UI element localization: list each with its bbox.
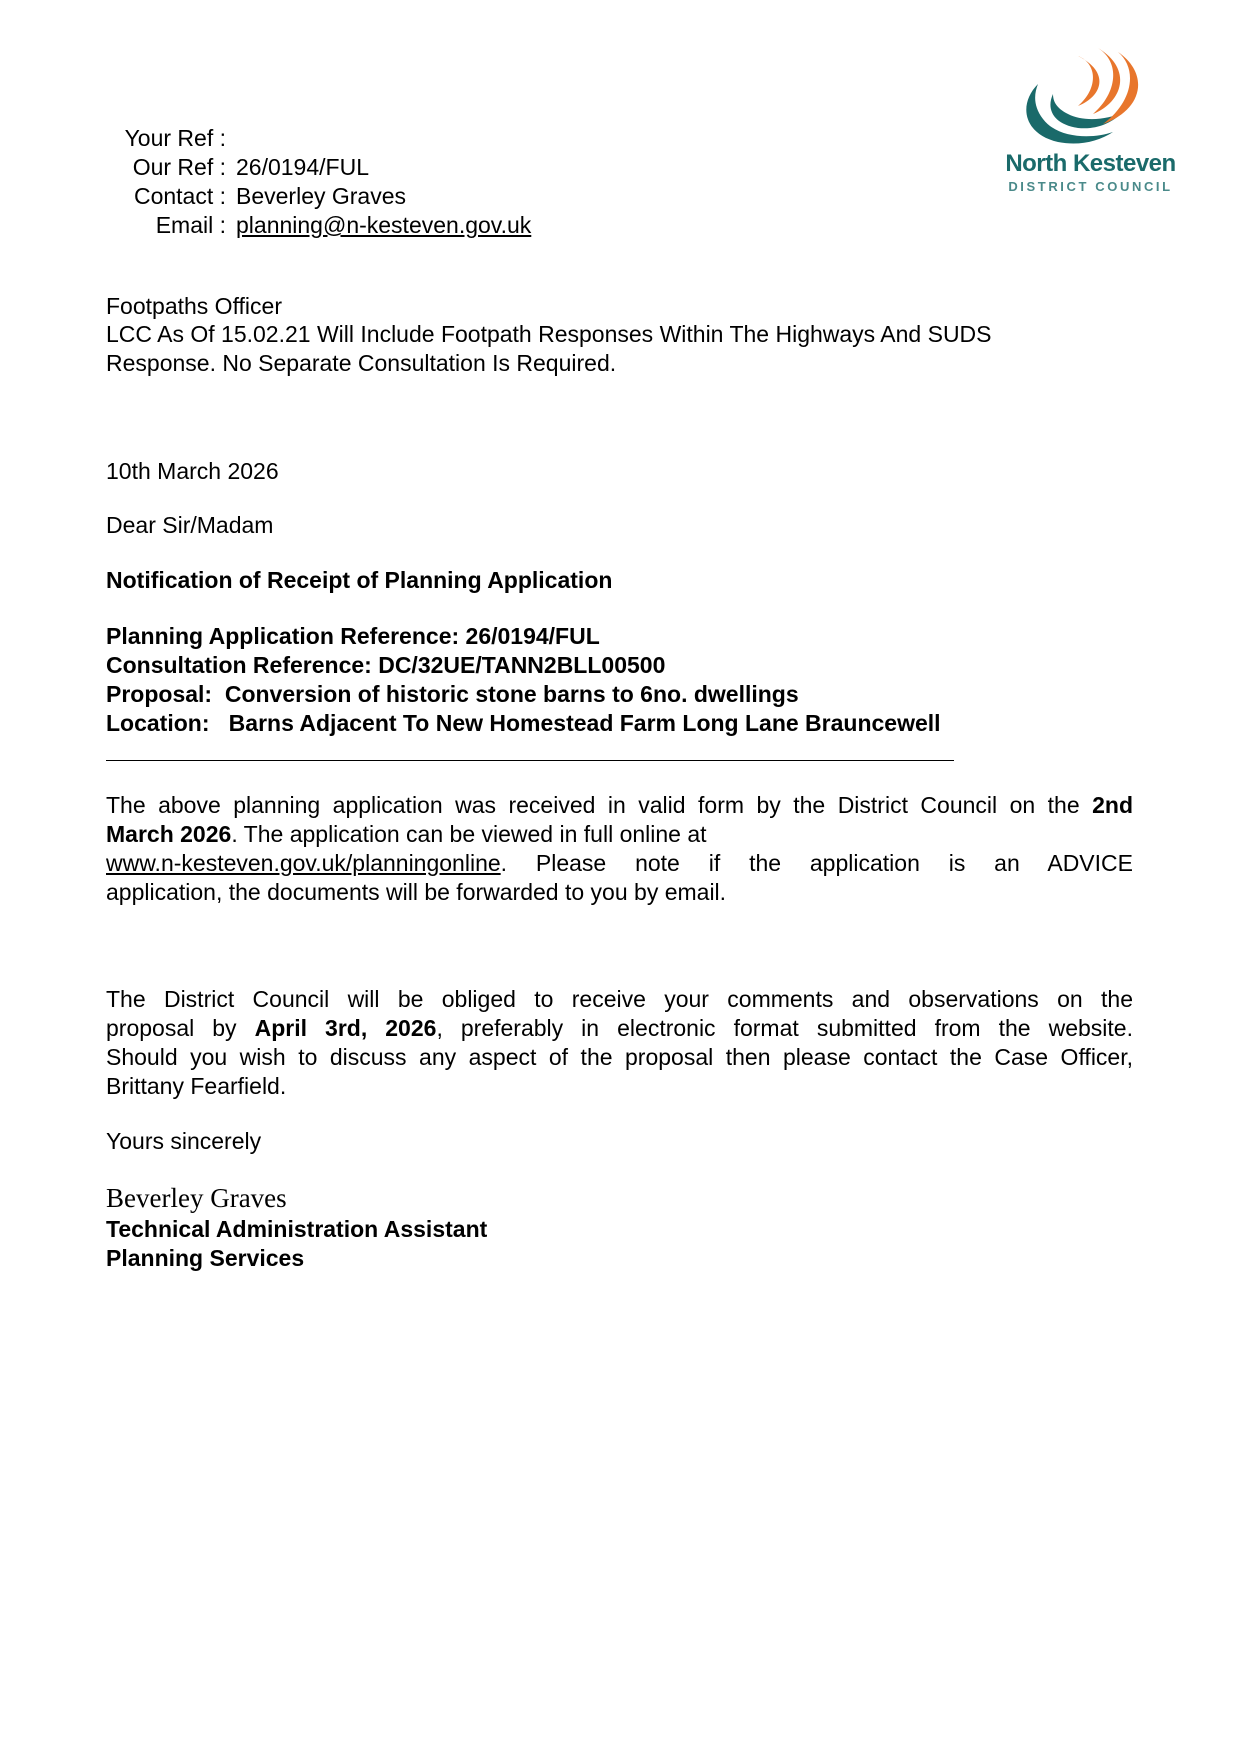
our-ref-value: 26/0194/FUL [236,154,369,180]
deadline-date: April 3rd, 2026 [254,1015,437,1041]
received-date-part: March 2026 [106,821,232,847]
your-ref-label: Your Ref : [124,125,226,151]
location-label: Location: [106,710,210,736]
para1-text: The above planning application was received in valid form by the District Council on the [106,792,1093,818]
para2-text: proposal by [106,1015,255,1041]
location-value: Barns Adjacent To New Homestead Farm Long Lane Brauncewell [228,710,941,736]
recipient-note-1: LCC As Of 15.02.21 Will Include Footpath Responses Within The Highways And SUDS [106,321,992,347]
para2-line4: Brittany Fearfield. [106,1073,287,1099]
contact-value: Beverley Graves [236,183,407,209]
planning-online-link[interactable]: www.n-kesteven.gov.uk/planningonline [106,850,501,876]
para1-line2 [106,820,707,849]
letter-date: 10th March 2026 [106,458,279,484]
para2-line2 [106,1014,1133,1043]
logo-subtitle: DISTRICT COUNCIL [1008,179,1173,194]
para2-line1: The District Council will be obliged to receive your comments and observations on the [106,986,1133,1012]
recipient-note-2: Response. No Separate Consultation Is Required. [106,350,617,376]
para2-line3: Should you wish to discuss any aspect of the proposal then please contact the Case Officer, [106,1044,1133,1070]
council-logo [998,44,1183,199]
contact-label: Contact : [133,183,226,209]
para1-line4: application, the documents will be forwarded to you by email. [106,879,727,905]
para2-text: , preferably in electronic format submitted from the website. [436,1015,1133,1041]
consultation-reference: Consultation Reference: DC/32UE/TANN2BLL00500 [106,652,666,678]
received-date-part: 2nd [1092,792,1133,818]
email-label: Email : [155,212,226,238]
logo-title: North Kesteven [1005,150,1176,177]
para1-text: . The application can be viewed in full online at [231,821,707,847]
signer-title: Technical Administration Assistant [106,1216,488,1242]
recipient-title: Footpaths Officer [106,293,282,319]
location [106,709,941,738]
our-ref-label: Our Ref : [132,154,226,180]
proposal: Proposal: Conversion of historic stone barns to 6no. dwellings [106,681,799,707]
divider [106,760,954,761]
department: Planning Services [106,1245,305,1271]
signature: Beverley Graves [106,1183,287,1213]
para1-line1 [106,791,1133,820]
salutation: Dear Sir/Madam [106,512,274,538]
closing: Yours sincerely [106,1128,262,1154]
para1-text: . Please note if the application is an ADVICE [500,850,1133,876]
email-link[interactable]: planning@n-kesteven.gov.uk [236,212,532,238]
para1-line3 [106,849,1133,878]
swirl-logo-icon [998,44,1183,149]
application-reference: Planning Application Reference: 26/0194/FUL [106,623,600,649]
subject: Notification of Receipt of Planning Application [106,567,613,593]
